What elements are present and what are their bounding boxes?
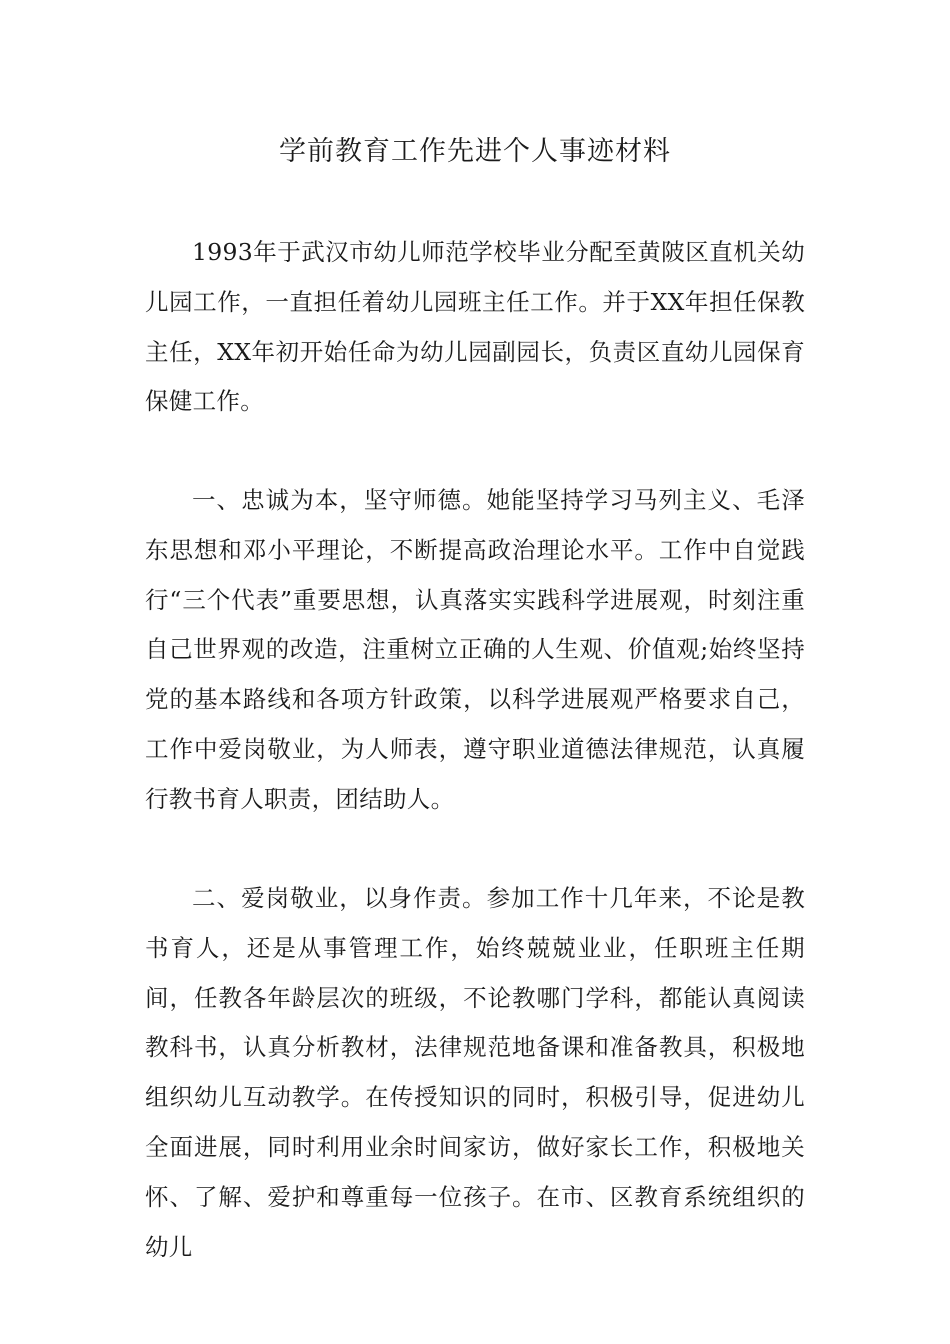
paragraph-section-one: 一、忠诚为本，坚守师德。她能坚持学习马列主义、毛泽东思想和邓小平理论，不断提高政治理论水平。工作中自觉践行“三个代表”重要思想，认真落实实践科学进展观，时刻注重自己世界观的改造，注重树立正确的人生观、价值观;始终坚持党的基本路线和各项方针政策，以科学进展观严格要求自己，工作中爱岗敬业，为人师表，遵守职业道德法律规范，认真履行教书育人职责，团结助人。 [145, 486, 805, 813]
document-title: 学前教育工作先进个人事迹材料 [279, 136, 671, 167]
paragraph-section-two: 二、爱岗敬业，以身作责。参加工作十几年来，不论是教书育人，还是从事管理工作，始终兢兢业业，任职班主任期间，任教各年龄层次的班级，不论教哪门学科，都能认真阅读教科书，认真分析教材，法律规范地备课和准备教具，积极地组织幼儿互动教学。在传授知识的同时，积极引导，促进幼儿全面进展，同时利用业余时间家访，做好家长工作，积极地关怀、了解、爱护和尊重每一位孩子。在市、区教育系统组织的幼儿 [145, 884, 805, 1261]
paragraph-intro: 1993年于武汉市幼儿师范学校毕业分配至黄陂区直机关幼儿园工作，一直担任着幼儿园班主任工作。并于XX年担任保教主任，XX年初开始任命为幼儿园副园长，负责区直幼儿园保育保健工作。 [145, 238, 805, 416]
